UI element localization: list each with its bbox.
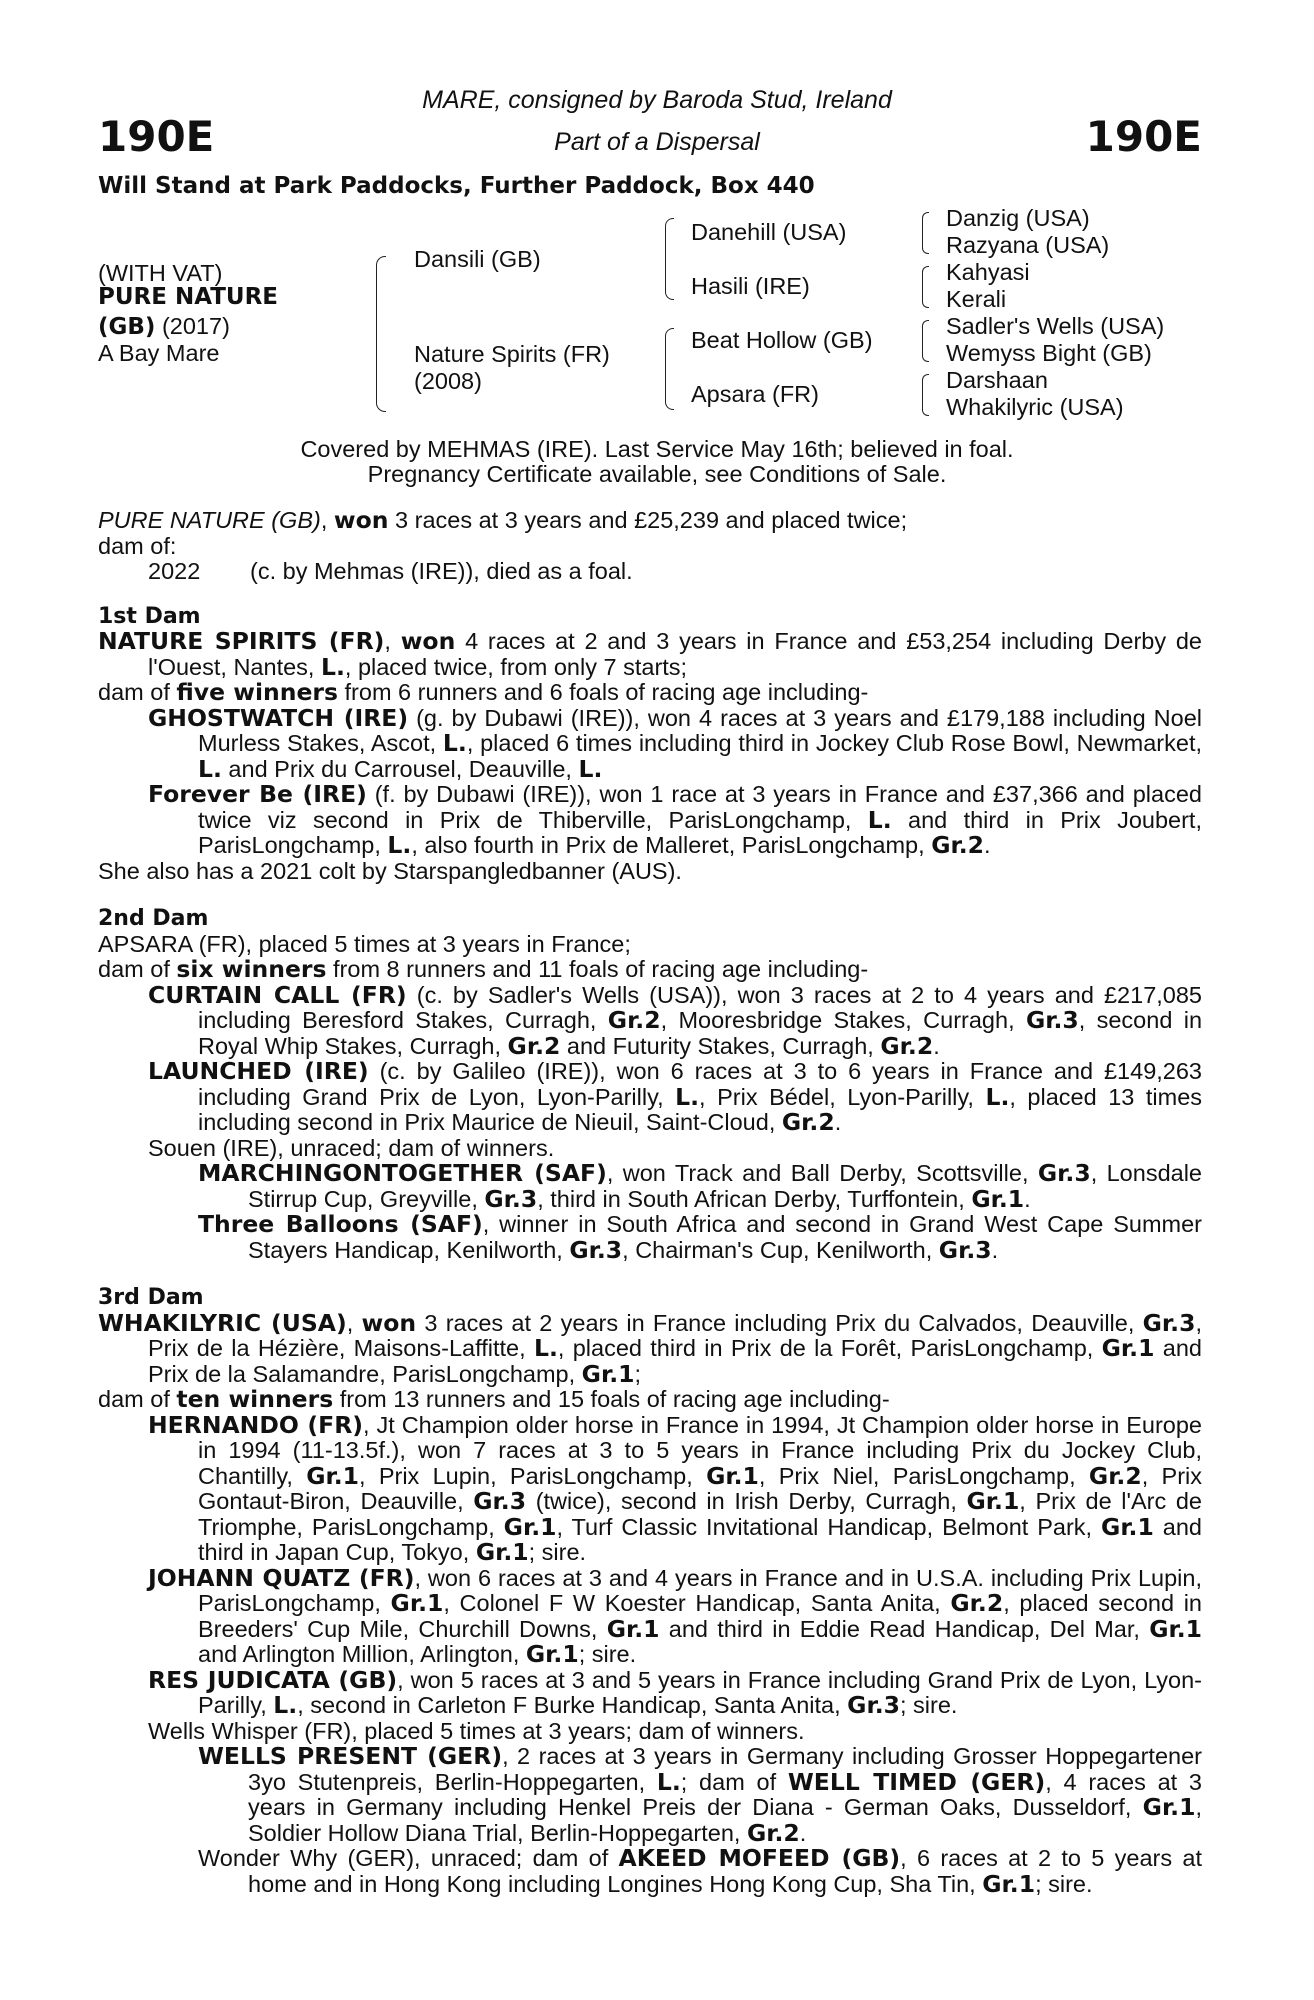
bold-text: Gr.3 — [473, 1487, 527, 1515]
pedigree-paragraph — [98, 1308, 1202, 1388]
bold-text: Gr.3 — [1037, 1159, 1091, 1187]
pedigree-paragraph — [98, 629, 1202, 680]
horse-year: (2017) — [161, 313, 230, 339]
bold-text: Gr.2 — [931, 831, 984, 859]
text-run: , Prix Bédel, Lyon-Parilly, — [699, 1083, 986, 1110]
text-run: 4 races at 2 and 3 years in France and £53,254 including Derby de l'Ouest, Nantes, — [148, 628, 1202, 680]
text-run: from 6 runners and 6 foals of racing age including- — [337, 679, 869, 705]
lot-number-left: 190E — [98, 112, 215, 161]
bold-text: L. — [442, 729, 467, 757]
text-run: , Prix Lupin, ParisLongchamp, — [359, 1462, 707, 1489]
produce-details: (c. by Mehmas (IRE)), died as a foal. — [250, 558, 633, 584]
horse-name-country-year — [98, 313, 230, 340]
bold-text: Gr.1 — [475, 1538, 529, 1566]
bold-text: WELL TIMED (GER) — [787, 1767, 1046, 1796]
text-run: , Prix Gontaut-Biron, Deauville, — [198, 1462, 1203, 1514]
text-run: , placed 6 times including third in Jockey Club Rose Bowl, Newmarket, — [466, 730, 1203, 756]
text-run: from 13 runners and 15 foals of racing age including- — [333, 1386, 890, 1412]
text-run: , won 6 races at 3 and 4 years in France and in U.S.A. including Prix Lupin, ParisLongchamp, — [198, 1564, 1202, 1616]
pedigree-paragraph — [98, 980, 1203, 1060]
text-run: (g. by Dubawi (IRE)), won 4 races at 3 years and £179,188 including Noel Murless Stakes, Ascot, — [198, 704, 1202, 756]
text-run: (c. by Sadler's Wells (USA)), won 3 races at 2 to 4 years and £217,085 including Beresford Stakes, Curragh, — [198, 981, 1202, 1033]
dam-sections — [98, 604, 1202, 1898]
pedigree-sire: Dansili (GB) — [414, 246, 541, 272]
bold-text: Gr.3 — [938, 1235, 992, 1264]
pedigree-paragraph — [98, 1846, 1202, 1897]
text-run: . — [834, 1109, 842, 1135]
text-run: and third in Prix Joubert, ParisLongchamp, — [198, 806, 1202, 858]
pedigree-paragraph — [98, 1387, 1202, 1413]
horse-description: A Bay Mare — [98, 340, 220, 366]
bold-text: L. — [273, 1691, 298, 1719]
pedigree-paragraph — [98, 680, 1202, 706]
bold-text: Gr.2 — [880, 1031, 934, 1060]
produce-record — [98, 508, 1202, 1897]
text-run: , Mooresbridge Stakes, Curragh, — [660, 1007, 1026, 1033]
italic-text: PURE NATURE (GB) — [98, 507, 321, 533]
bold-text: won — [400, 627, 456, 655]
bold-text: GHOSTWATCH (IRE) — [148, 703, 409, 732]
bold-text: Gr.1 — [503, 1512, 557, 1541]
bold-text: Gr.1 — [1101, 1512, 1154, 1541]
text-run: and third in Japan Cup, Tokyo, — [198, 1513, 1202, 1565]
bold-text: Gr.3 — [1025, 1006, 1079, 1034]
text-run: , placed second in Breeders' Cup Mile, Churchill Downs, — [198, 1590, 1202, 1642]
pedigree-brace-g3-3 — [922, 320, 929, 362]
bold-text: Gr.1 — [306, 1461, 360, 1490]
bold-text: six winners — [176, 955, 327, 983]
pedigree-brace-dam — [665, 328, 674, 410]
pedigree-paragraph — [98, 782, 1202, 859]
pedigree-g3-4: Kerali — [946, 286, 1007, 312]
pedigree-brace-g3-4 — [922, 374, 929, 416]
text-run: , Prix Niel, ParisLongchamp, — [758, 1462, 1089, 1489]
lot-number-right: 190E — [1085, 112, 1202, 161]
text-run: , 6 races at 2 to 5 years at home and in Hong Kong including Longines Hong Kong Cup, Sha Tin, — [248, 1845, 1203, 1897]
bold-text: Gr.2 — [507, 1031, 561, 1060]
pedigree-sire-dam: Hasili (IRE) — [691, 273, 810, 299]
bold-text: Gr.3 — [847, 1691, 900, 1719]
text-run: (f. by Dubawi (IRE)), won 1 race at 3 years in France and £37,366 and placed twice viz second in Prix de Thiberville, ParisLongchamp, — [198, 781, 1202, 833]
text-run: She also has a 2021 colt by Starspangledbanner (AUS). — [98, 857, 682, 884]
bold-text: L. — [675, 1082, 700, 1111]
bold-text: Gr.1 — [525, 1640, 579, 1668]
text-run: , Lonsdale Stirrup Cup, Greyville, — [248, 1160, 1203, 1212]
pedigree-paragraph — [98, 703, 1203, 783]
pedigree-g3-6: Wemyss Bight (GB) — [946, 340, 1152, 366]
dam-heading: 2nd Dam — [98, 906, 209, 931]
text-run: APSARA (FR), placed 5 times at 3 years in France; — [98, 930, 631, 957]
text-run: ; sire. — [1035, 1870, 1093, 1897]
bold-text: Gr.1 — [581, 1359, 635, 1388]
text-run: ; sire. — [899, 1692, 958, 1718]
dam-heading: 1st Dam — [98, 603, 201, 629]
bold-text: L. — [578, 754, 603, 783]
pedigree-g3-2: Razyana (USA) — [946, 232, 1110, 258]
text-run: , Prix de la Hézière, Maisons-Laffitte, — [148, 1309, 1202, 1361]
bold-text: Gr.1 — [1101, 1334, 1155, 1362]
bold-text: L. — [985, 1082, 1010, 1111]
pedigree-paragraph — [98, 1563, 1202, 1668]
dispersal-line: Part of a Dispersal — [554, 128, 760, 156]
text-run: , also fourth in Prix de Malleret, ParisLongchamp, — [411, 832, 932, 858]
text-run: , — [384, 628, 401, 654]
text-run: , second in Royal Whip Stakes, Curragh, — [198, 1007, 1203, 1059]
horse-country: (GB) — [98, 314, 156, 340]
bold-text: MARCHINGONTOGETHER (SAF) — [198, 1159, 607, 1187]
bold-text: Gr.2 — [950, 1589, 1004, 1617]
bold-text: Gr.1 — [706, 1461, 759, 1490]
vat-note: (WITH VAT) — [98, 260, 223, 286]
horse-name: PURE NATURE — [98, 284, 279, 310]
text-run: and Prix du Carrousel, Deauville, — [221, 755, 579, 782]
pedigree-dam-sire: Beat Hollow (GB) — [691, 327, 873, 353]
pedigree-brace-main — [376, 256, 386, 412]
bold-text: L. — [387, 831, 412, 859]
pedigree-dam: Nature Spirits (FR) — [414, 341, 610, 367]
text-run: , third in South African Derby, Turffontein, — [537, 1185, 972, 1212]
bold-text: Gr.3 — [1142, 1308, 1196, 1337]
text-run: . — [1024, 1185, 1031, 1212]
bold-text: Gr.3 — [484, 1184, 538, 1213]
bold-text: Gr.2 — [746, 1818, 800, 1847]
text-run: , 4 races at 3 years in Germany including Henkel Preis der Diana - German Oaks, Dusseldorf, — [248, 1768, 1202, 1820]
bold-text: L. — [320, 652, 345, 681]
bold-text: ten winners — [176, 1385, 334, 1413]
pedigree-paragraph — [98, 932, 1202, 958]
text-run: ; dam of — [680, 1768, 788, 1795]
pedigree-dam-year: (2008) — [414, 368, 482, 394]
text-run: (c. by Galileo (IRE)), won 6 races at 3 to 6 years in France and £149,263 including Grand Prix de Lyon, Lyon-Parilly, — [198, 1058, 1203, 1110]
bold-text: CURTAIN CALL (FR) — [148, 980, 407, 1009]
bold-text: HERNANDO (FR) — [148, 1410, 364, 1439]
pedigree-g3-1: Danzig (USA) — [946, 205, 1090, 231]
text-run: , won 5 races at 3 and 5 years in France including Grand Prix de Lyon, Lyon-Parilly, — [198, 1666, 1202, 1718]
stand-location: Will Stand at Park Paddocks, Further Paddock, Box 440 — [98, 173, 815, 199]
text-run: , placed twice, from only 7 starts; — [344, 653, 688, 680]
covered-note: Covered by MEHMAS (IRE). Last Service May 16th; believed in foal. — [300, 436, 1014, 462]
pedigree-brace-sire — [665, 218, 674, 300]
horse-summary — [98, 508, 1202, 534]
pedigree-brace-g3-1 — [922, 212, 929, 254]
text-run: dam of — [98, 679, 177, 705]
text-run: , Soldier Hollow Diana Trial, Berlin-Hoppegarten, — [248, 1794, 1202, 1846]
bold-text: Gr.3 — [569, 1235, 623, 1264]
dam-of-label: dam of: — [98, 532, 177, 559]
bold-text: won — [333, 506, 389, 534]
pedigree-paragraph — [98, 1410, 1203, 1566]
text-run: Wonder Why (GER), unraced; dam of — [198, 1845, 619, 1871]
pedigree-paragraph — [98, 1136, 1202, 1162]
produce-year: 2022 — [148, 558, 201, 584]
pedigree-paragraph — [98, 957, 1202, 983]
text-run: , Jt Champion older horse in France in 1994, Jt Champion older horse in Europe in 1994 (11-13.5f.), won 7 races at 3 to 5 years in France including Prix du Jockey Club, Chantilly, — [198, 1411, 1202, 1489]
text-run: ; sire. — [528, 1539, 587, 1565]
text-run: , — [346, 1309, 362, 1336]
text-run: . — [991, 1236, 999, 1263]
bold-text: WHAKILYRIC (USA) — [98, 1308, 347, 1337]
text-run: 3 races at 2 years in France including Prix du Calvados, Deauville, — [416, 1309, 1143, 1336]
dam-heading: 3rd Dam — [98, 1285, 204, 1310]
text-run: (twice), second in Irish Derby, Curragh, — [526, 1488, 967, 1514]
bold-text: Forever Be (IRE) — [148, 780, 367, 808]
bold-text: Gr.2 — [781, 1108, 835, 1136]
pedigree-paragraph — [98, 1059, 1202, 1136]
text-run: and Arlington Million, Arlington, — [198, 1641, 526, 1667]
text-run: , — [320, 507, 334, 533]
text-run: , second in Carleton F Burke Handicap, Santa Anita, — [297, 1692, 848, 1718]
bold-text: NATURE SPIRITS (FR) — [98, 627, 385, 655]
pedigree-paragraph — [98, 1665, 1202, 1719]
bold-text: five winners — [176, 678, 338, 706]
bold-text: LAUNCHED (IRE) — [148, 1057, 369, 1085]
text-run: . — [933, 1032, 940, 1059]
pedigree-paragraph — [98, 1161, 1202, 1212]
text-run: , Prix de l'Arc de Triomphe, ParisLongchamp, — [198, 1488, 1202, 1540]
text-run: . — [799, 1819, 807, 1846]
text-run: , Turf Classic Invitational Handicap, Belmont Park, — [556, 1513, 1102, 1540]
bold-text: won — [361, 1308, 417, 1337]
bold-text: L. — [533, 1334, 558, 1362]
text-run: dam of — [98, 956, 177, 982]
text-run: dam of — [98, 1386, 177, 1412]
bold-text: Gr.1 — [982, 1869, 1036, 1898]
text-run: from 8 runners and 11 foals of racing age including- — [326, 956, 869, 982]
bold-text: Gr.1 — [390, 1589, 444, 1617]
pedigree-dam-dam: Apsara (FR) — [691, 381, 819, 407]
text-run: , winner in South Africa and second in Grand West Cape Summer Stayers Handicap, Kenilworth, — [248, 1211, 1202, 1263]
pedigree-paragraph — [98, 1744, 1202, 1846]
bold-text: Gr.1 — [1142, 1793, 1196, 1821]
text-run: Wells Whisper (FR), placed 5 times at 3 years; dam of winners. — [148, 1717, 805, 1744]
text-run: , Chairman's Cup, Kenilworth, — [622, 1236, 939, 1263]
bold-text: Gr.1 — [606, 1614, 660, 1643]
text-run: and third in Eddie Read Handicap, Del Mar, — [659, 1615, 1150, 1642]
bold-text: JOHANN QUATZ (FR) — [148, 1563, 415, 1592]
text-run: Souen (IRE), unraced; dam of winners. — [148, 1134, 555, 1161]
pregnancy-note: Pregnancy Certificate available, see Conditions of Sale. — [367, 461, 947, 487]
text-run: , placed third in Prix de la Forêt, ParisLongchamp, — [557, 1335, 1102, 1361]
text-run: . — [984, 832, 991, 858]
bold-text: AKEED MOFEED (GB) — [618, 1844, 901, 1872]
text-run: and Prix de la Salamandre, ParisLongchamp, — [148, 1335, 1202, 1387]
pedigree-brace-g3-2 — [922, 266, 929, 308]
bold-text: Gr.1 — [1149, 1614, 1202, 1643]
text-run: ; — [634, 1360, 642, 1387]
bold-text: WELLS PRESENT (GER) — [198, 1742, 503, 1770]
bold-text: L. — [656, 1767, 681, 1796]
pedigree-sire-sire: Danehill (USA) — [691, 219, 847, 245]
pedigree-g3-8: Whakilyric (USA) — [946, 394, 1124, 420]
text-run: 3 races at 3 years and £25,239 and placed twice; — [388, 507, 908, 533]
bold-text: Three Balloons (SAF) — [198, 1210, 483, 1238]
produce-entry — [98, 559, 1202, 585]
pedigree-paragraph — [98, 859, 1202, 885]
pedigree-g3-3: Kahyasi — [946, 259, 1030, 285]
pedigree-paragraph — [98, 1212, 1202, 1263]
pedigree-paragraph — [98, 1719, 1202, 1745]
bold-text: RES JUDICATA (GB) — [148, 1665, 398, 1694]
text-run: and Futurity Stakes, Curragh, — [560, 1032, 881, 1059]
bold-text: Gr.1 — [966, 1487, 1020, 1515]
text-run: , won Track and Ball Derby, Scottsville, — [606, 1160, 1038, 1186]
bold-text: Gr.2 — [607, 1006, 661, 1034]
bold-text: Gr.2 — [1088, 1461, 1142, 1490]
bold-text: L. — [198, 754, 222, 783]
pedigree-g3-7: Darshaan — [946, 367, 1048, 393]
text-run: , Colonel F W Koester Handicap, Santa Anita, — [443, 1590, 951, 1616]
text-run: ; sire. — [578, 1641, 637, 1667]
bold-text: Gr.1 — [971, 1184, 1025, 1213]
text-run: , placed 13 times including second in Prix Maurice de Nieuil, Saint-Cloud, — [198, 1083, 1203, 1135]
text-run: , 2 races at 3 years in Germany including Grosser Hoppegartener 3yo Stutenpreis, Berlin-Hoppegarten, — [248, 1743, 1202, 1795]
consignor-line: MARE, consigned by Baroda Stud, Ireland — [422, 86, 892, 114]
pedigree-g3-5: Sadler's Wells (USA) — [946, 313, 1165, 339]
bold-text: L. — [867, 805, 892, 834]
